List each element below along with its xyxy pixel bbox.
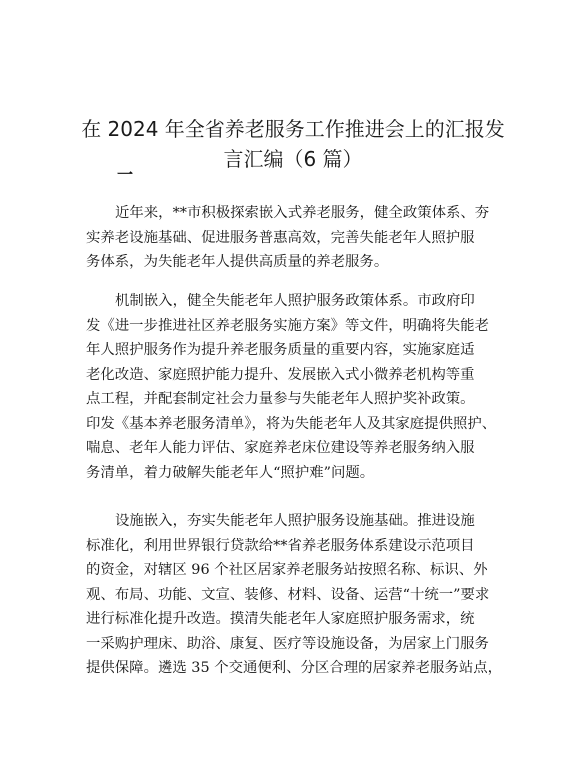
text-line: 老化改造、家庭照护能力提升、发展嵌入式小微养老机构等重	[86, 366, 475, 383]
text-line: 观、布局、功能、文宣、装修、材料、设备、运营“十统一”要求	[86, 586, 490, 603]
text-line: 印发《基本养老服务清单》，将为失能老年人及其家庭提供照护、	[86, 415, 497, 432]
text-line: 喘息、老年人能力评估、家庭养老床位建设等养老服务纳入服	[86, 440, 475, 456]
text-line: 进行标准化提升改造。摸清失能老年人家庭照护服务需求，统	[86, 611, 475, 627]
text-line: 务体系，为失能老年人提供高质量的养老服务。	[86, 254, 389, 270]
text-line: 年人照护服务作为提升养老服务质量的重要内容，实施家庭适	[86, 342, 475, 358]
title-line: 在 2024 年全省养老服务工作推进会上的汇报发	[81, 117, 505, 142]
text-line: 一采购护理床、助浴、康复、医疗等设施设备，为居家上门服务	[86, 635, 489, 652]
text-line: 设施嵌入，夯实失能老年人照护服务设施基础。推进设施	[115, 513, 475, 529]
text-line: 实养老设施基础、促进服务普惠高效，完善失能老年人照护服	[86, 229, 475, 246]
text-line: 提供保障。遴选 35 个交通便利、分区合理的居家养老服务站点，	[86, 660, 502, 676]
text-line: 点工程，并配套制定社会力量参与失能老年人照护奖补政策。	[86, 391, 475, 407]
text-line: 的资金，对辖区 96 个社区居家养老服务站按照名称、标识、外	[86, 562, 488, 578]
text-line: 近年来，**市积极探索嵌入式养老服务，健全政策体系、夯	[115, 205, 490, 221]
paragraph-2	[86, 289, 502, 485]
paragraph-3	[86, 509, 502, 681]
section-heading: 一	[117, 165, 134, 184]
text-line: 发《进一步推进社区养老服务实施方案》等文件，明确将失能老	[86, 317, 489, 334]
text-line: 标准化，利用世界银行贷款给**省养老服务体系建设示范项目	[86, 537, 475, 554]
text-line: 机制嵌入，健全失能老年人照护服务政策体系。市政府印	[115, 293, 475, 309]
document-title	[70, 114, 516, 174]
text-line: 务清单，着力破解失能老年人“照护难”问题。	[86, 464, 375, 481]
title-line: 言汇编（6 篇）	[223, 147, 363, 172]
paragraph-1	[86, 201, 502, 275]
